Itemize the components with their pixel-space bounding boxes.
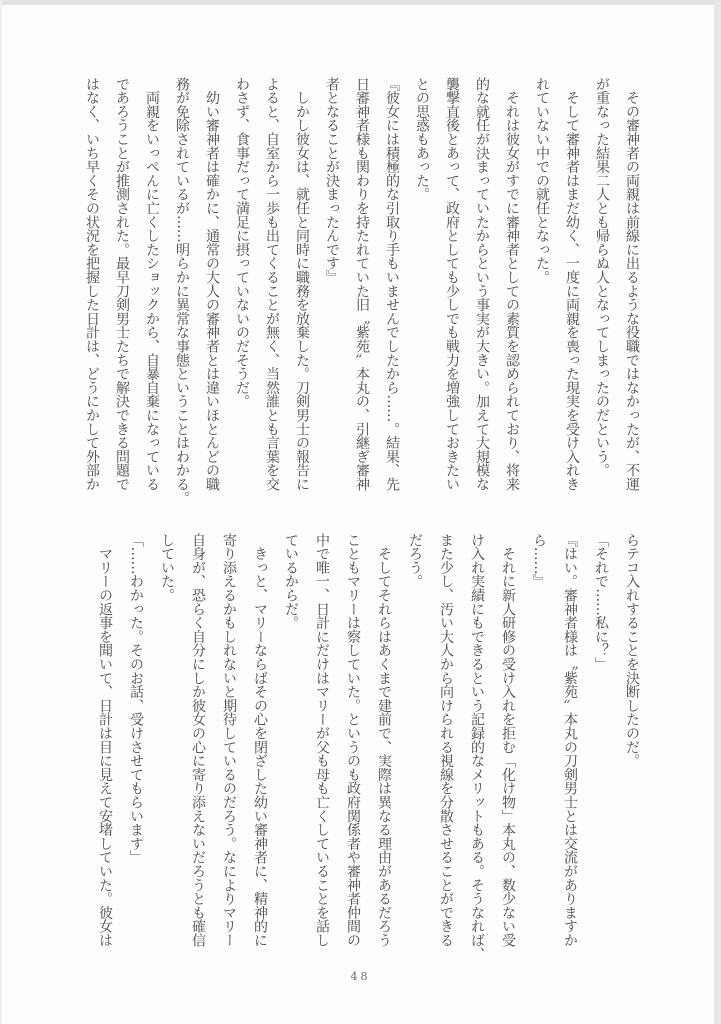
text-line: らテコ入れすることを決断したのだ。: [624, 533, 640, 768]
text-line: よると、自室から一歩も出てくることが無く、当然誰とも言葉を交: [264, 77, 280, 492]
text-line: 的な就任が決まっていたからという事実が大きい。加えて大規模な: [474, 77, 490, 492]
text-line: け入れ実績にもできるという記録的なメリットもある。そうなれば、: [469, 533, 485, 961]
text-line: 襲撃直後とあって、政府としても少しでも戦力を増強しておきたい: [444, 77, 460, 492]
text-line: そしてそれらはあくまで建前で、実際は異なる理由があるだろう: [376, 533, 392, 948]
scan-edge-right: [714, 0, 721, 1024]
text-line: 自身が、恐らく自分にしか彼女の心に寄り添えないだろうとも確信: [190, 533, 206, 948]
text-line: ているからだ。: [283, 533, 299, 630]
text-line: こともマリーは察していた。というのも政府関係者や審神者仲間の: [345, 533, 361, 948]
text-line: 『彼女には積極的な引取り手もいませんでしたから……。結果、先: [384, 77, 400, 492]
text-block-lower: [89, 533, 647, 973]
text-line: 『はい。審神者様は〝紫苑〟本丸の刀剣男士とは交流がありますか: [562, 533, 578, 948]
text-line: との思惑もあった。: [414, 77, 430, 202]
scan-edge-top: [0, 0, 721, 5]
text-line: そして審神者はまだ幼く、一度に両親を喪った現実を受け入れき: [564, 77, 580, 492]
text-line: れていない中での就任となった。: [534, 77, 550, 285]
text-line: はなく、いち早くその状況を把握した日計は、どうにかして外部か: [84, 77, 100, 492]
text-line: それは彼女がすでに審神者としての素質を認められており、将来: [504, 77, 520, 492]
text-line: きっと、マリーならばその心を閉ざした幼い審神者に、精神的に: [252, 533, 268, 948]
text-line: が重なった結果二人とも帰らぬ人となってしまったのだという。: [594, 77, 610, 478]
text-line: マリーの返事を聞いて、日計は目に見えて安堵していた。彼女は: [97, 533, 113, 948]
text-line: 両親をいっぺんに亡くしたショックから、自暴自棄になっている: [144, 77, 160, 492]
text-line: 「……わかった。そのお話、受けさせてもらいます」: [128, 533, 144, 865]
page-number: 48: [350, 970, 371, 983]
text-line: していた。: [159, 533, 175, 603]
text-line: だろう。: [407, 533, 423, 589]
text-block-upper: [77, 77, 647, 517]
text-line: その審神者の両親は前線に出るような役職ではなかったが、不運: [624, 77, 640, 492]
text-line: 者となることが決まったんです』: [324, 77, 340, 285]
text-line: 中で唯一、日計にだけはマリーが父も母も亡くしていることを話し: [314, 533, 330, 948]
text-line: ら……』: [531, 533, 547, 589]
text-line: わさず、食事だって満足に摂っていないのだそうだ。: [234, 77, 250, 409]
text-line: 務が免除されているが……明らかに異常な事態ということはわかる。: [174, 77, 190, 505]
text-line: また少し、汚い大人から向けられる視線を分散させることができる: [438, 533, 454, 948]
text-line: しかし彼女は、就任と同時に職務を放棄した。刀剣男士の報告に: [294, 77, 310, 492]
scan-edge-left: [0, 0, 2, 1024]
text-line: 日審神者様も関わりを持たれていた旧〝紫苑〟本丸の、引継ぎ審神: [354, 77, 370, 492]
text-line: 幼い審神者は確かに、通常の大人の審神者とは違いほとんどの職: [204, 77, 220, 492]
text-line: それに新人研修の受け入れを拒む「化け物」本丸の、数少ない受: [500, 533, 516, 948]
text-line: 寄り添えるかもしれないと期待しているのだろう。なによりマリー: [221, 533, 237, 948]
text-line: 「それで……私に？」: [593, 533, 609, 672]
text-line: であろうことが推測された。最早刀剣男士たちで解決できる問題で: [114, 77, 130, 492]
